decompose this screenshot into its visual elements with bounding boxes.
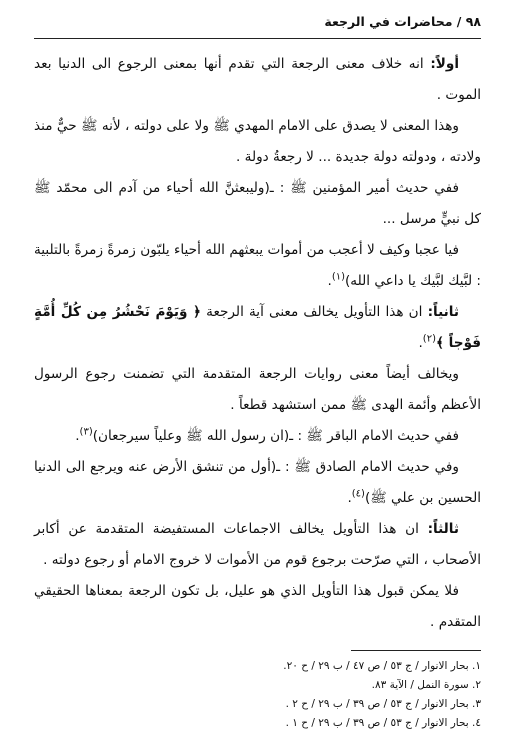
footnote-ref: (١) [331, 271, 345, 283]
paragraph-end: . [75, 428, 80, 444]
paragraph-text: ففي حديث الامام الباقر ﷺ : ـ(ان رسول الله ﷺ وعلياً سيرجعان) [92, 428, 459, 444]
footnote-rule [351, 650, 481, 651]
paragraph-text: ويخالف أيضاً معنى روايات الرجعة المتقدمة التي تضمنت رجوع الرسول الأعظم وأئمة الهدى ﷺ ممن استشهد قطعاً . [34, 366, 481, 413]
footnote: ٢. سورة النمل / الآية ٨٣. [371, 679, 481, 691]
paragraph-end: . [347, 490, 352, 506]
quran-verse: ﴿ وَيَوْمَ نَحْشُرُ مِن كُلِّ أُمَّةٍ فَوْجاً ﴾ [34, 304, 481, 351]
paragraph-hadith [34, 452, 481, 514]
paragraph-third-point [34, 514, 481, 576]
paragraph-conclusion [34, 576, 481, 638]
paragraph-second-point [34, 297, 481, 359]
footnote-ref: (٣) [79, 426, 93, 438]
running-header: ٩٨ / محاضرات في الرجعة [324, 14, 481, 29]
footnote: ١. بحار الانوار / ج ٥٣ / ص ٤٧ / ب ٢٩ / ح ٢٠. [283, 660, 481, 672]
paragraph [34, 235, 481, 297]
footnote-ref: (٤) [351, 488, 365, 500]
footnote: ٤. بحار الانوار / ج ٥٣ / ص ٣٩ / ب ٢٩ / ح ١ . [285, 717, 481, 729]
paragraph-first-point [34, 49, 481, 111]
paragraph-text: ان هذا التأويل يخالف الاجماعات المستفيضة المتقدمة عن أكابر الأصحاب ، التي صرّحت برجوع قوم من الأموات لا خروج الامام أو رجوع دولته . [34, 521, 481, 568]
paragraph-text: ان هذا التأويل يخالف معنى آية الرجعة [201, 304, 428, 320]
point-label: ثالثاً: [427, 521, 459, 537]
book-page [34, 12, 481, 741]
paragraph-text: ففي حديث أمير المؤمنين ﷺ : ـ(وليبعثنَّ الله أحياء من آدم الى محمّد ﷺ كل نبيٍّ مرسل ... [34, 180, 481, 227]
paragraph [34, 359, 481, 421]
paragraph-text: فيا عجبا وكيف لا أعجب من أموات يبعثهم الله أحياء يلبّون زمرةً زمرةً بالتلبية : لبَّيك لبَّيك يا داعي الله) [34, 242, 481, 289]
paragraph-text: فلا يمكن قبول هذا التأويل الذي هو عليل، بل تكون الرجعة بمعناها الحقيقي المتقدم . [34, 583, 481, 630]
paragraph-text: وفي حديث الامام الصادق ﷺ : ـ(أول من تنشق الأرض عنه ويرجع الى الدنيا الحسين بن علي ﷺ) [34, 459, 481, 506]
footnote: ٣. بحار الانوار / ج ٥٣ / ص ٣٩ / ب ٢٩ / ح ٢ . [285, 698, 481, 710]
footnotes [34, 657, 481, 733]
paragraph [34, 111, 481, 173]
paragraph-text: انه خلاف معنى الرجعة التي تقدم أنها بمعنى الرجوع الى الدنيا بعد الموت . [34, 56, 481, 103]
point-label: أولاً: [430, 56, 459, 72]
point-label: ثانياً: [427, 304, 459, 320]
header-rule [34, 38, 481, 39]
footnote-ref: (٢) [422, 333, 436, 345]
paragraph-end: . [327, 273, 332, 289]
paragraph-text: وهذا المعنى لا يصدق على الامام المهدي ﷺ ولا على دولته ، لأنه ﷺ حيٌّ منذ ولادته ، ودولته دولة جديدة ... لا رجعةُ دولة . [34, 118, 481, 165]
paragraph-hadith [34, 421, 481, 452]
paragraph-end: . [418, 335, 423, 351]
body-text [34, 49, 481, 638]
paragraph-hadith [34, 173, 481, 235]
